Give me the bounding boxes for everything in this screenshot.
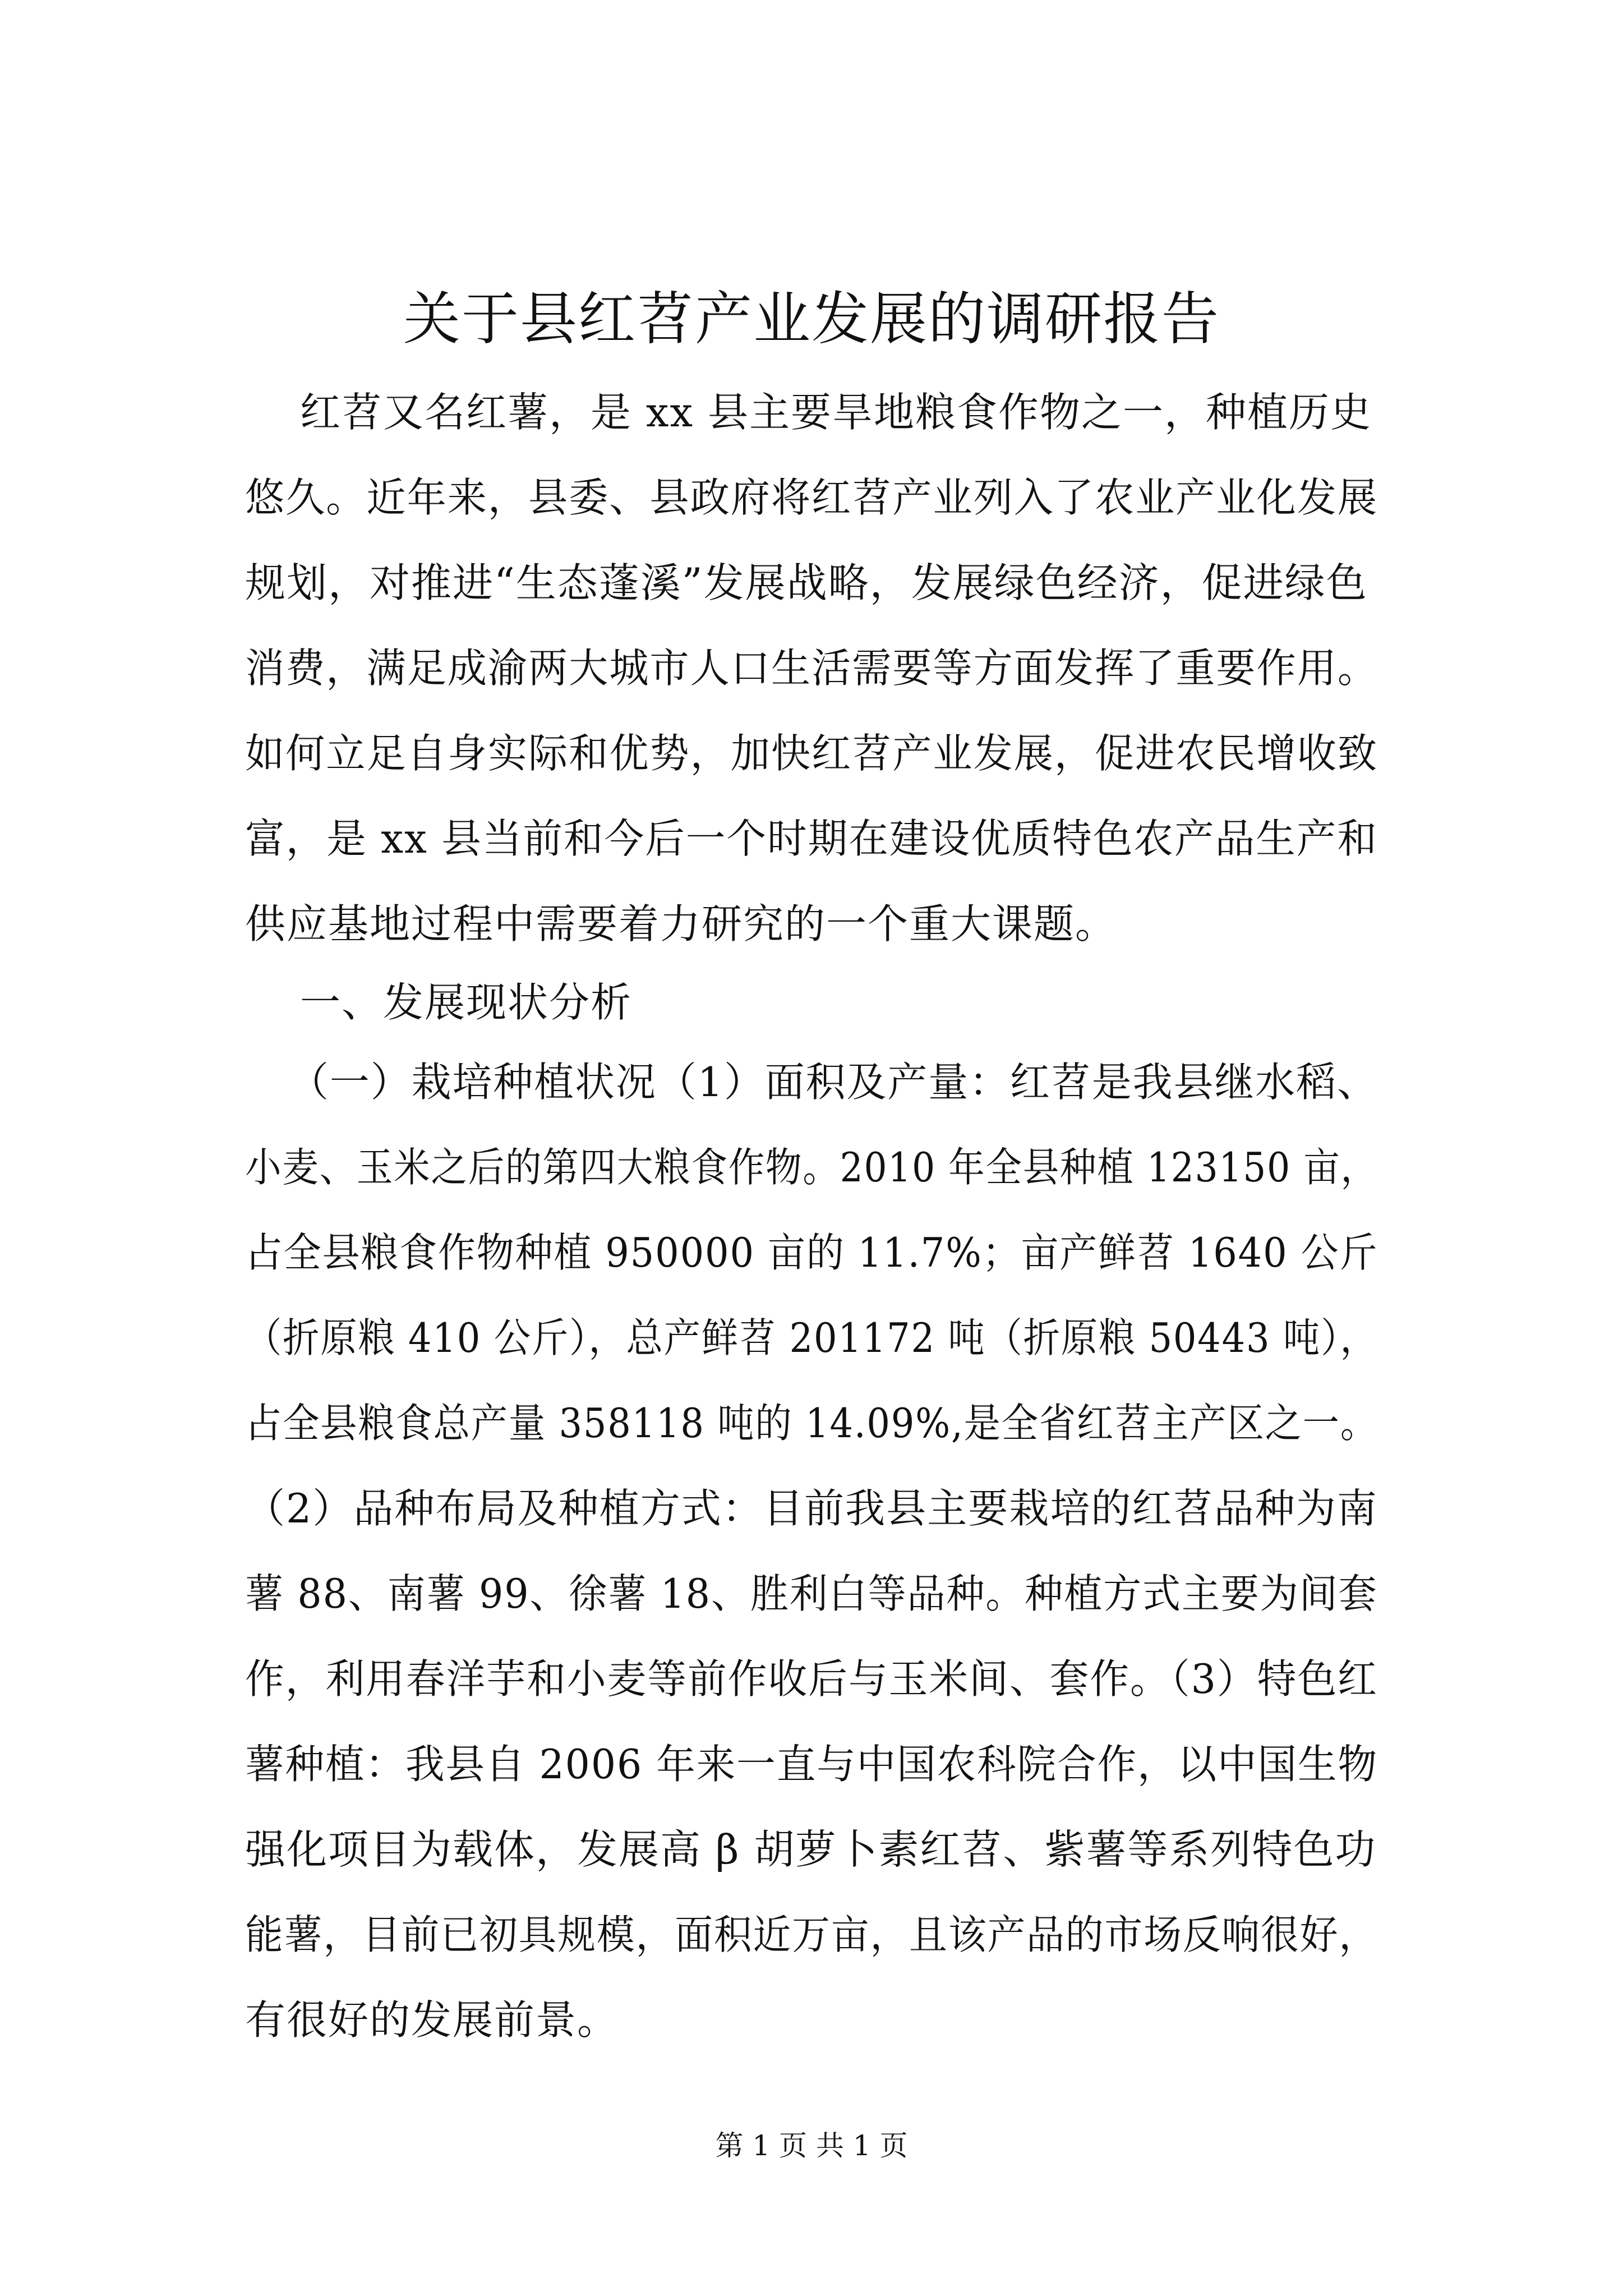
body-line: 占全县粮食总产量 358118 吨的 14.09%,是全省红苕主产区之一。 — [245, 1400, 1378, 1447]
body-line: （一）栽培种植状况（1）面积及产量：红苕是我县继水稻、 — [289, 1059, 1378, 1106]
body-line: 能薯，目前已初具规模，面积近万亩，且该产品的市场反响很好， — [245, 1911, 1378, 1958]
body-line: 强化项目为载体，发展高 β 胡萝卜素红苕、紫薯等系列特色功 — [245, 1826, 1377, 1873]
body-line: 薯 88、南薯 99、徐薯 18、胜利白等品种。种植方式主要为间套 — [245, 1570, 1378, 1617]
body-line: 消费，满足成渝两大城市人口生活需要等方面发挥了重要作用。 — [245, 645, 1378, 692]
body-line: （2）品种布局及种植方式：目前我县主要栽培的红苕品种为南 — [245, 1485, 1378, 1532]
body-line: 规划，对推进“生态蓬溪”发展战略，发展绿色经济，促进绿色 — [245, 559, 1368, 606]
body-line: 有很好的发展前景。 — [245, 1996, 619, 2044]
body-line: 悠久。近年来，县委、县政府将红苕产业列入了农业产业化发展 — [245, 474, 1378, 521]
document-title: 关于县红苕产业发展的调研报告 — [403, 286, 1220, 353]
body-line: 小麦、玉米之后的第四大粮食作物。2010 年全县种植 123150 亩， — [245, 1144, 1378, 1191]
page-number-footer: 第 1 页 共 1 页 — [715, 2129, 908, 2162]
body-line: 占全县粮食作物种植 950000 亩的 11.7%；亩产鲜苕 1640 公斤 — [245, 1229, 1378, 1276]
body-line: 红苕又名红薯，是 xx 县主要旱地粮食作物之一，种植历史 — [300, 389, 1372, 436]
body-line: 作，利用春洋芋和小麦等前作收后与玉米间、套作。（3）特色红 — [245, 1655, 1378, 1703]
section-heading: 一、发展现状分析 — [300, 979, 633, 1026]
body-line: 富，是 xx 县当前和今后一个时期在建设优质特色农产品生产和 — [245, 815, 1378, 862]
body-line: 供应基地过程中需要着力研究的一个重大课题。 — [245, 900, 1117, 947]
body-line: 如何立足自身实际和优势，加快红苕产业发展，促进农民增收致 — [245, 730, 1378, 777]
body-line: 薯种植：我县自 2006 年来一直与中国农科院合作，以中国生物 — [245, 1741, 1378, 1788]
body-line: （折原粮 410 公斤），总产鲜苕 201172 吨（折原粮 50443 吨）， — [245, 1314, 1378, 1361]
